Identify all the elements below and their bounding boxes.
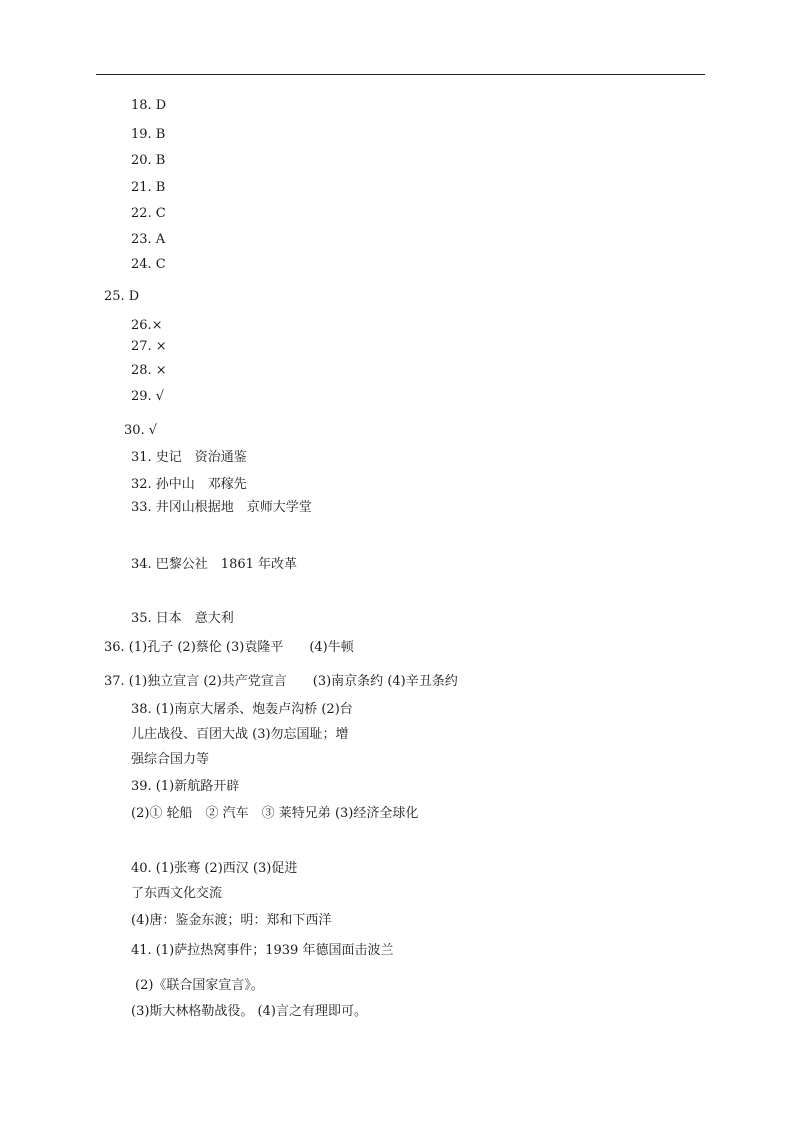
answer-line-34: 34. 巴黎公社 1861 年改革 [131, 557, 298, 572]
answer-line-18: 18. D [131, 98, 167, 113]
answer-line-40-cont-1: 了东西文化交流 [131, 886, 223, 901]
answer-line-26: 26.× [131, 318, 163, 333]
answer-line-37: 37. (1)独立宣言 (2)共产党宣言 (3)南京条约 (4)辛丑条约 [104, 674, 458, 689]
answer-line-32: 32. 孙中山 邓稼先 [131, 477, 247, 492]
answer-line-24: 24. C [131, 257, 166, 272]
answer-line-22: 22. C [131, 206, 166, 221]
answer-line-38-cont-1: 儿庄战役、百团大战 (3)勿忘国耻；增 [131, 727, 349, 742]
answer-line-20: 20. B [131, 153, 166, 168]
answer-line-33: 33. 井冈山根据地 京师大学堂 [131, 500, 312, 515]
answer-line-29: 29. √ [131, 389, 165, 404]
answer-line-41-cont-2: (3)斯大林格勒战役。 (4)言之有理即可。 [131, 1004, 367, 1019]
answer-line-40: 40. (1)张骞 (2)西汉 (3)促进 [131, 861, 298, 876]
answer-line-27: 27. × [131, 339, 167, 354]
answer-line-38-cont-2: 强综合国力等 [131, 752, 210, 767]
answer-line-28: 28. × [131, 363, 167, 378]
answer-line-23: 23. A [131, 232, 166, 247]
answer-line-25: 25. D [104, 289, 140, 304]
answer-line-40-cont-2: (4)唐：鉴金东渡；明：郑和下西洋 [131, 913, 332, 928]
answer-line-30: 30. √ [124, 423, 158, 438]
answer-line-19: 19. B [131, 127, 166, 142]
answer-line-41: 41. (1)萨拉热窝事件；1939 年德国面击波兰 [131, 943, 394, 958]
answer-line-41-cont-1: (2)《联合国家宣言》。 [135, 978, 264, 993]
answer-line-39-cont: (2)① 轮船 ② 汽车 ③ 莱特兄弟 (3)经济全球化 [131, 806, 419, 821]
answer-line-39: 39. (1)新航路开辟 [131, 779, 240, 794]
answer-line-31: 31. 史记 资治通鉴 [131, 450, 247, 465]
header-rule [96, 74, 705, 75]
answer-line-21: 21. B [131, 180, 166, 195]
answer-line-36: 36. (1)孔子 (2)蔡伦 (3)袁隆平 (4)牛顿 [104, 640, 354, 655]
answer-line-38: 38. (1)南京大屠杀、炮轰卢沟桥 (2)台 [131, 702, 353, 717]
answer-line-35: 35. 日本 意大利 [131, 611, 234, 626]
